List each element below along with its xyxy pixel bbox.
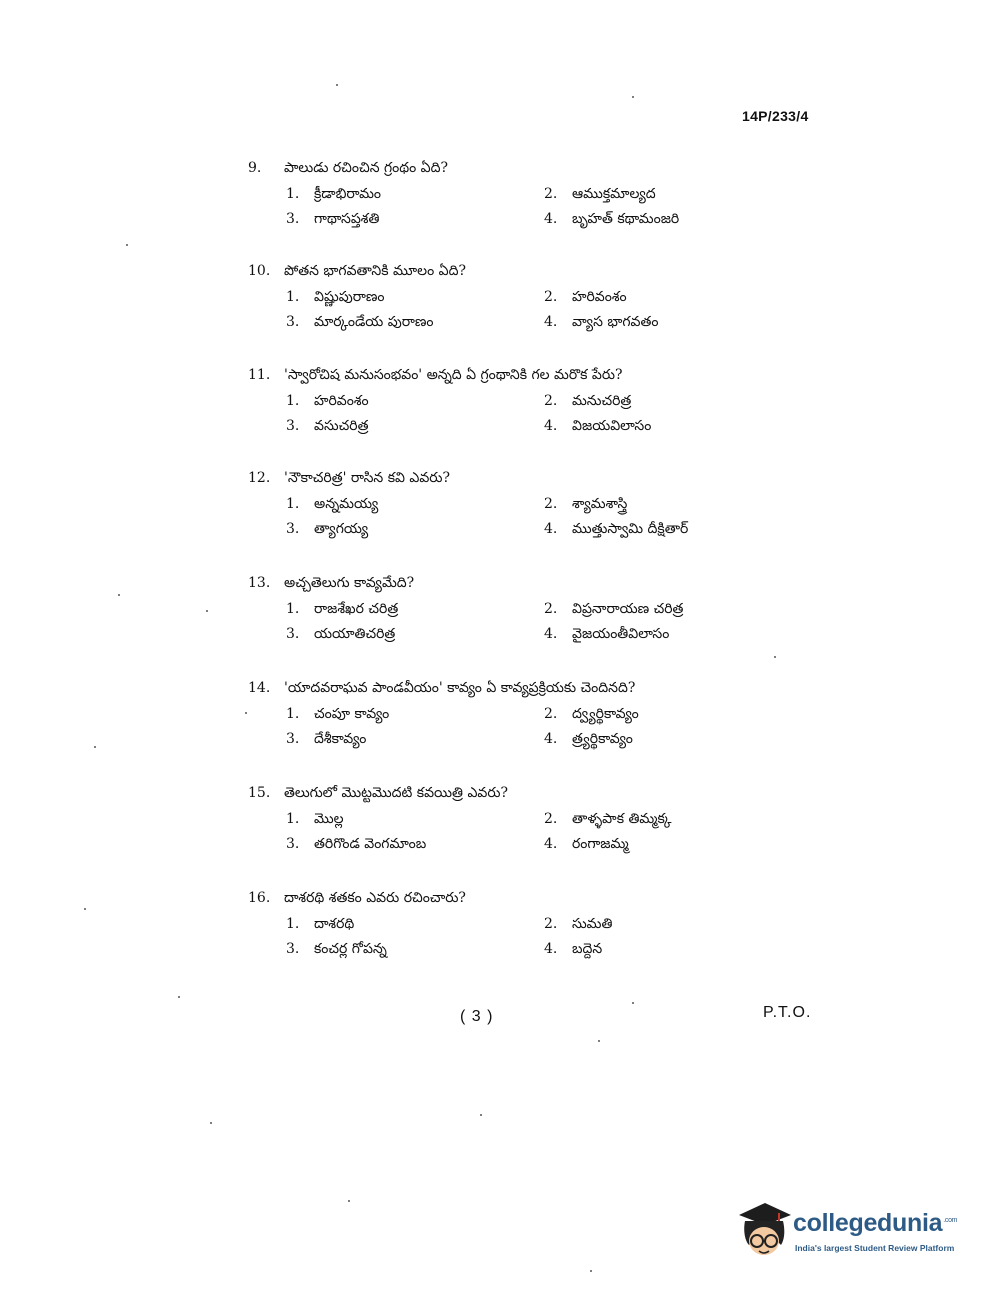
page-number: ( 3 ) bbox=[460, 1008, 494, 1025]
option-number: 4. bbox=[544, 626, 558, 642]
option-number: 4. bbox=[544, 211, 558, 227]
option-number: 3. bbox=[286, 418, 300, 434]
option-number: 1. bbox=[286, 393, 300, 409]
option-text: విజయవిలాసం bbox=[572, 418, 652, 434]
question-15 bbox=[248, 785, 728, 855]
option-number: 3. bbox=[286, 836, 300, 852]
scan-speck bbox=[178, 996, 180, 998]
option-number: 2. bbox=[544, 601, 558, 617]
question-text: 'స్వారోచిష మనుసంభవం' అన్నది ఏ గ్రంథానికి గల మరొక పేరు? bbox=[284, 367, 623, 383]
question-14 bbox=[248, 680, 728, 750]
brand-text: collegedunia bbox=[793, 1209, 943, 1237]
scan-speck bbox=[348, 1200, 350, 1202]
option-text: త్యాగయ్య bbox=[314, 521, 369, 537]
question-number: 12. bbox=[248, 470, 271, 486]
option-text: వైజయంతీవిలాసం bbox=[572, 626, 670, 642]
option-text: కంచర్ల గోపన్న bbox=[314, 941, 387, 957]
option-text: బద్దెన bbox=[572, 941, 603, 957]
question-10 bbox=[248, 263, 728, 333]
scan-speck bbox=[94, 746, 96, 748]
option-number: 2. bbox=[544, 496, 558, 512]
option-text: రాజశేఖర చరిత్ర bbox=[314, 601, 399, 617]
option-text: త్ర్యర్థికావ్యం bbox=[572, 731, 633, 747]
scan-speck bbox=[632, 96, 634, 98]
option-number: 1. bbox=[286, 706, 300, 722]
option-text: గాథాసప్తశతి bbox=[314, 211, 380, 227]
option-text: మొల్ల bbox=[314, 811, 344, 827]
option-text: సుమతి bbox=[572, 916, 613, 932]
option-text: అన్నమయ్య bbox=[314, 496, 379, 512]
option-text: మార్కండేయ పురాణం bbox=[314, 314, 434, 330]
option-text: తరిగొండ వెంగమాంబ bbox=[314, 836, 427, 852]
pto-label: P.T.O. bbox=[763, 1004, 812, 1021]
option-number: 4. bbox=[544, 314, 558, 330]
scan-speck bbox=[774, 656, 776, 658]
option-number: 4. bbox=[544, 521, 558, 537]
scan-speck bbox=[126, 244, 128, 246]
option-number: 2. bbox=[544, 811, 558, 827]
option-number: 4. bbox=[544, 731, 558, 747]
scan-speck bbox=[206, 610, 208, 612]
brand-suffix: .com bbox=[943, 1216, 958, 1224]
question-16 bbox=[248, 890, 728, 960]
option-text: విప్రనారాయణ చరిత్ర bbox=[572, 601, 684, 617]
option-number: 1. bbox=[286, 811, 300, 827]
option-number: 3. bbox=[286, 521, 300, 537]
option-text: యయాతిచరిత్ర bbox=[314, 626, 396, 642]
exam-code: 14P/233/4 bbox=[742, 108, 809, 124]
option-number: 3. bbox=[286, 211, 300, 227]
brand-tagline: India's largest Student Review Platform bbox=[795, 1243, 955, 1253]
question-number: 13. bbox=[248, 575, 271, 591]
question-text: 'నౌకాచరిత్ర' రాసిన కవి ఎవరు? bbox=[284, 470, 450, 486]
scan-speck bbox=[598, 1040, 600, 1042]
option-number: 1. bbox=[286, 916, 300, 932]
question-9 bbox=[248, 160, 728, 230]
question-text: పోతన భాగవతానికి మూలం ఏది? bbox=[284, 263, 466, 279]
option-text: క్రీడాభిరామం bbox=[314, 186, 381, 202]
option-number: 1. bbox=[286, 601, 300, 617]
question-text: దాశరథి శతకం ఎవరు రచించారు? bbox=[284, 890, 466, 906]
scan-speck bbox=[590, 1270, 592, 1272]
option-text: హరివంశం bbox=[572, 289, 627, 305]
question-number: 16. bbox=[248, 890, 271, 906]
option-text: దేశీకావ్యం bbox=[314, 731, 367, 747]
option-text: విష్ణుపురాణం bbox=[314, 289, 385, 305]
question-text: 'యాదవరాఘవ పాండవీయం' కావ్యం ఏ కావ్యప్రక్రియకు చెందినది? bbox=[284, 680, 636, 696]
question-text: పాలుడు రచించిన గ్రంథం ఏది? bbox=[284, 160, 449, 176]
scan-speck bbox=[210, 1122, 212, 1124]
question-number: 10. bbox=[248, 263, 271, 279]
question-text: అచ్చతెలుగు కావ్యమేది? bbox=[284, 575, 415, 591]
question-13 bbox=[248, 575, 728, 645]
question-text: తెలుగులో మొట్టమొదటి కవయిత్రి ఎవరు? bbox=[284, 785, 509, 801]
option-number: 3. bbox=[286, 731, 300, 747]
option-text: వసుచరిత్ర bbox=[314, 418, 369, 434]
option-number: 2. bbox=[544, 393, 558, 409]
collegedunia-logo bbox=[735, 1195, 970, 1265]
option-text: బృహత్ కథామంజరి bbox=[572, 211, 680, 227]
option-text: శ్యామశాస్త్రి bbox=[572, 496, 628, 512]
option-number: 1. bbox=[286, 496, 300, 512]
scan-speck bbox=[632, 1002, 634, 1004]
option-text: దాశరథి bbox=[314, 916, 355, 932]
scan-speck bbox=[336, 84, 338, 86]
option-text: రంగాజమ్మ bbox=[572, 836, 629, 852]
question-number: 14. bbox=[248, 680, 271, 696]
option-number: 2. bbox=[544, 289, 558, 305]
question-12 bbox=[248, 470, 728, 540]
brand-name bbox=[793, 1209, 957, 1238]
question-number: 15. bbox=[248, 785, 271, 801]
option-number: 1. bbox=[286, 289, 300, 305]
option-number: 3. bbox=[286, 314, 300, 330]
graduate-mascot-icon bbox=[735, 1197, 793, 1261]
option-number: 4. bbox=[544, 418, 558, 434]
question-number: 11. bbox=[248, 367, 271, 383]
option-number: 3. bbox=[286, 941, 300, 957]
option-text: చంపూ కావ్యం bbox=[314, 706, 390, 722]
scan-speck bbox=[118, 594, 120, 596]
option-text: ఆముక్తమాల్యద bbox=[572, 186, 656, 202]
scan-speck bbox=[84, 908, 86, 910]
question-number: 9. bbox=[248, 160, 262, 176]
option-text: హరివంశం bbox=[314, 393, 369, 409]
option-number: 3. bbox=[286, 626, 300, 642]
option-text: తాళ్ళపాక తిమ్మక్క bbox=[572, 811, 672, 827]
option-number: 4. bbox=[544, 836, 558, 852]
question-11 bbox=[248, 367, 728, 437]
scan-speck bbox=[245, 712, 247, 714]
option-text: మనుచరిత్ర bbox=[572, 393, 632, 409]
option-number: 4. bbox=[544, 941, 558, 957]
option-number: 2. bbox=[544, 186, 558, 202]
option-number: 2. bbox=[544, 706, 558, 722]
option-text: ముత్తుస్వామి దీక్షితార్ bbox=[572, 521, 689, 537]
scan-speck bbox=[480, 1114, 482, 1116]
option-text: ద్వ్యర్థికావ్యం bbox=[572, 706, 639, 722]
option-number: 2. bbox=[544, 916, 558, 932]
option-text: వ్యాస భాగవతం bbox=[572, 314, 659, 330]
option-number: 1. bbox=[286, 186, 300, 202]
